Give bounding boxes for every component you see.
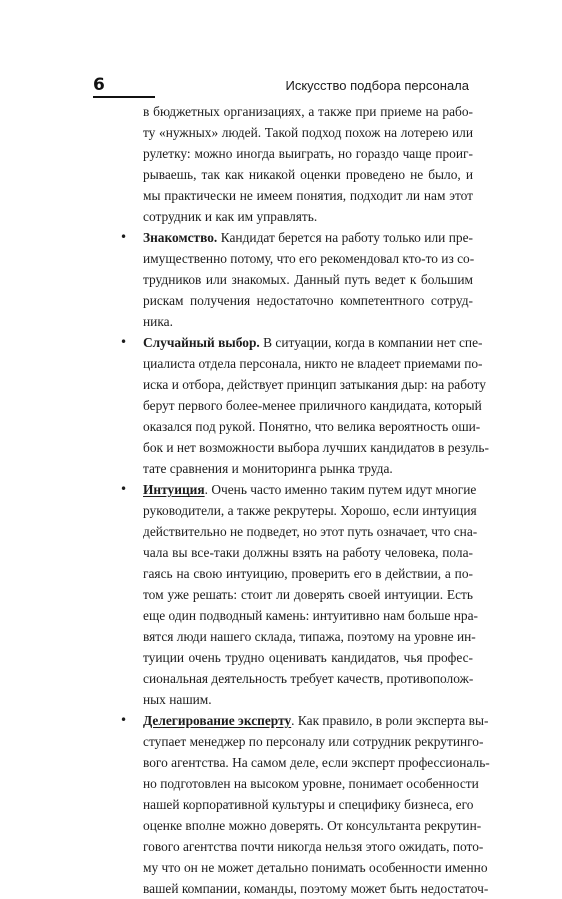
text-line: вашей компании, команды, поэтому может быть недостаточ- [143,881,489,896]
text-line: рискам получения недостаточно компетентного сотруд- [143,293,473,308]
text-line: имущественно потому, что его рекомендовал кто-то из со- [143,251,475,266]
text-line: том уже решать: стоит ли доверять своей интуиции. Есть [143,587,473,602]
text-line: иска и отбора, действует принцип затыкания дыр: на работу [143,377,486,392]
text-line: оказался под рукой. Понятно, что велика вероятность оши- [143,419,481,434]
text-line: трудников или знакомых. Данный путь ведет к большим [143,272,473,287]
bullet-text: . Как правило, в роли эксперта вы- [291,713,489,728]
text-line: рываешь, так как никакой оценки проведено не было, и [143,167,473,182]
running-title: Искусство подбора персонала [285,78,469,93]
page-body [93,101,490,899]
bullet-text: . Очень часто именно таким путем идут многие [204,482,477,497]
bullet-dot-icon: • [120,335,128,349]
text-line: бок и нет возможности выбора лучших кандидатов в резуль- [143,440,489,455]
bullet-term: Делегирование эксперту [143,713,292,728]
text-line: еще один подводный камень: интуитивно нам больше нра- [143,608,479,623]
bullet-term: Случайный выбор. [143,335,260,350]
text-line: в бюджетных организациях, а также при приеме на рабо- [143,104,473,119]
text-line: сиональная деятельность требует качеств, противополож- [143,671,474,686]
bullet-item [93,227,473,248]
bullet-item [93,479,477,500]
text-line: ступает менеджер по персоналу или сотрудник рекрутинго- [143,734,484,749]
bullet-text: Кандидат берется на работу только или пре- [217,230,473,245]
bullet-text: В ситуации, когда в компании нет спе- [259,335,483,350]
bullet-dot-icon: • [120,713,128,727]
text-line: берут первого более-менее приличного кандидата, который [143,398,482,413]
bullet-dot-icon: • [120,230,128,244]
header-rule [93,96,155,98]
text-line: рулетку: можно иногда выиграть, но гораздо чаще проиг- [143,146,473,161]
text-line: туиции очень трудно оценивать кандидатов, чья профес- [143,650,473,665]
text-line: тате сравнения и мониторинга рынка труда. [143,461,393,476]
bullet-term: Интуиция [143,482,205,497]
bullet-dot-icon: • [120,482,128,496]
text-line: ту «нужных» людей. Такой подход похож на лотерею или [143,125,473,140]
text-line: мы практически не имеем понятия, подходит ли нам этот [143,188,473,203]
text-line: вого агентства. На самом деле, если эксперт профессиональ- [143,755,490,770]
bullet-item [93,332,483,353]
bullet-term: Знакомство. [143,230,218,245]
text-line: но подготовлен на высоком уровне, понимает особенности [143,776,479,791]
page-number: 6 [93,75,105,95]
text-line: гового агентства почти никогда нельзя этого ожидать, пото- [143,839,484,854]
text-line: нашей корпоративной культуры и специфику бизнеса, его [143,797,474,812]
text-line: чала вы все-таки должны взять на работу человека, пола- [143,545,473,560]
text-line: ных нашим. [143,692,212,707]
text-line: оценке вполне можно доверять. От консультанта рекрутин- [143,818,482,833]
text-line: действительно не подведет, но этот путь означает, что сна- [143,524,478,539]
text-line: му что он не может детально понимать особенности именно [143,860,488,875]
text-line: вятся люди нашего склада, типажа, поэтому на уровне ин- [143,629,476,644]
text-line: гаясь на свою интуицию, проверить его в действии, а по- [143,566,473,581]
text-line: руководители, а также рекрутеры. Хорошо, если интуиция [143,503,477,518]
text-line: ника. [143,314,173,329]
text-line: сотрудник и как им управлять. [143,209,318,224]
bullet-item [93,710,489,731]
text-line: циалиста отдела персонала, никто не владеет приемами по- [143,356,483,371]
